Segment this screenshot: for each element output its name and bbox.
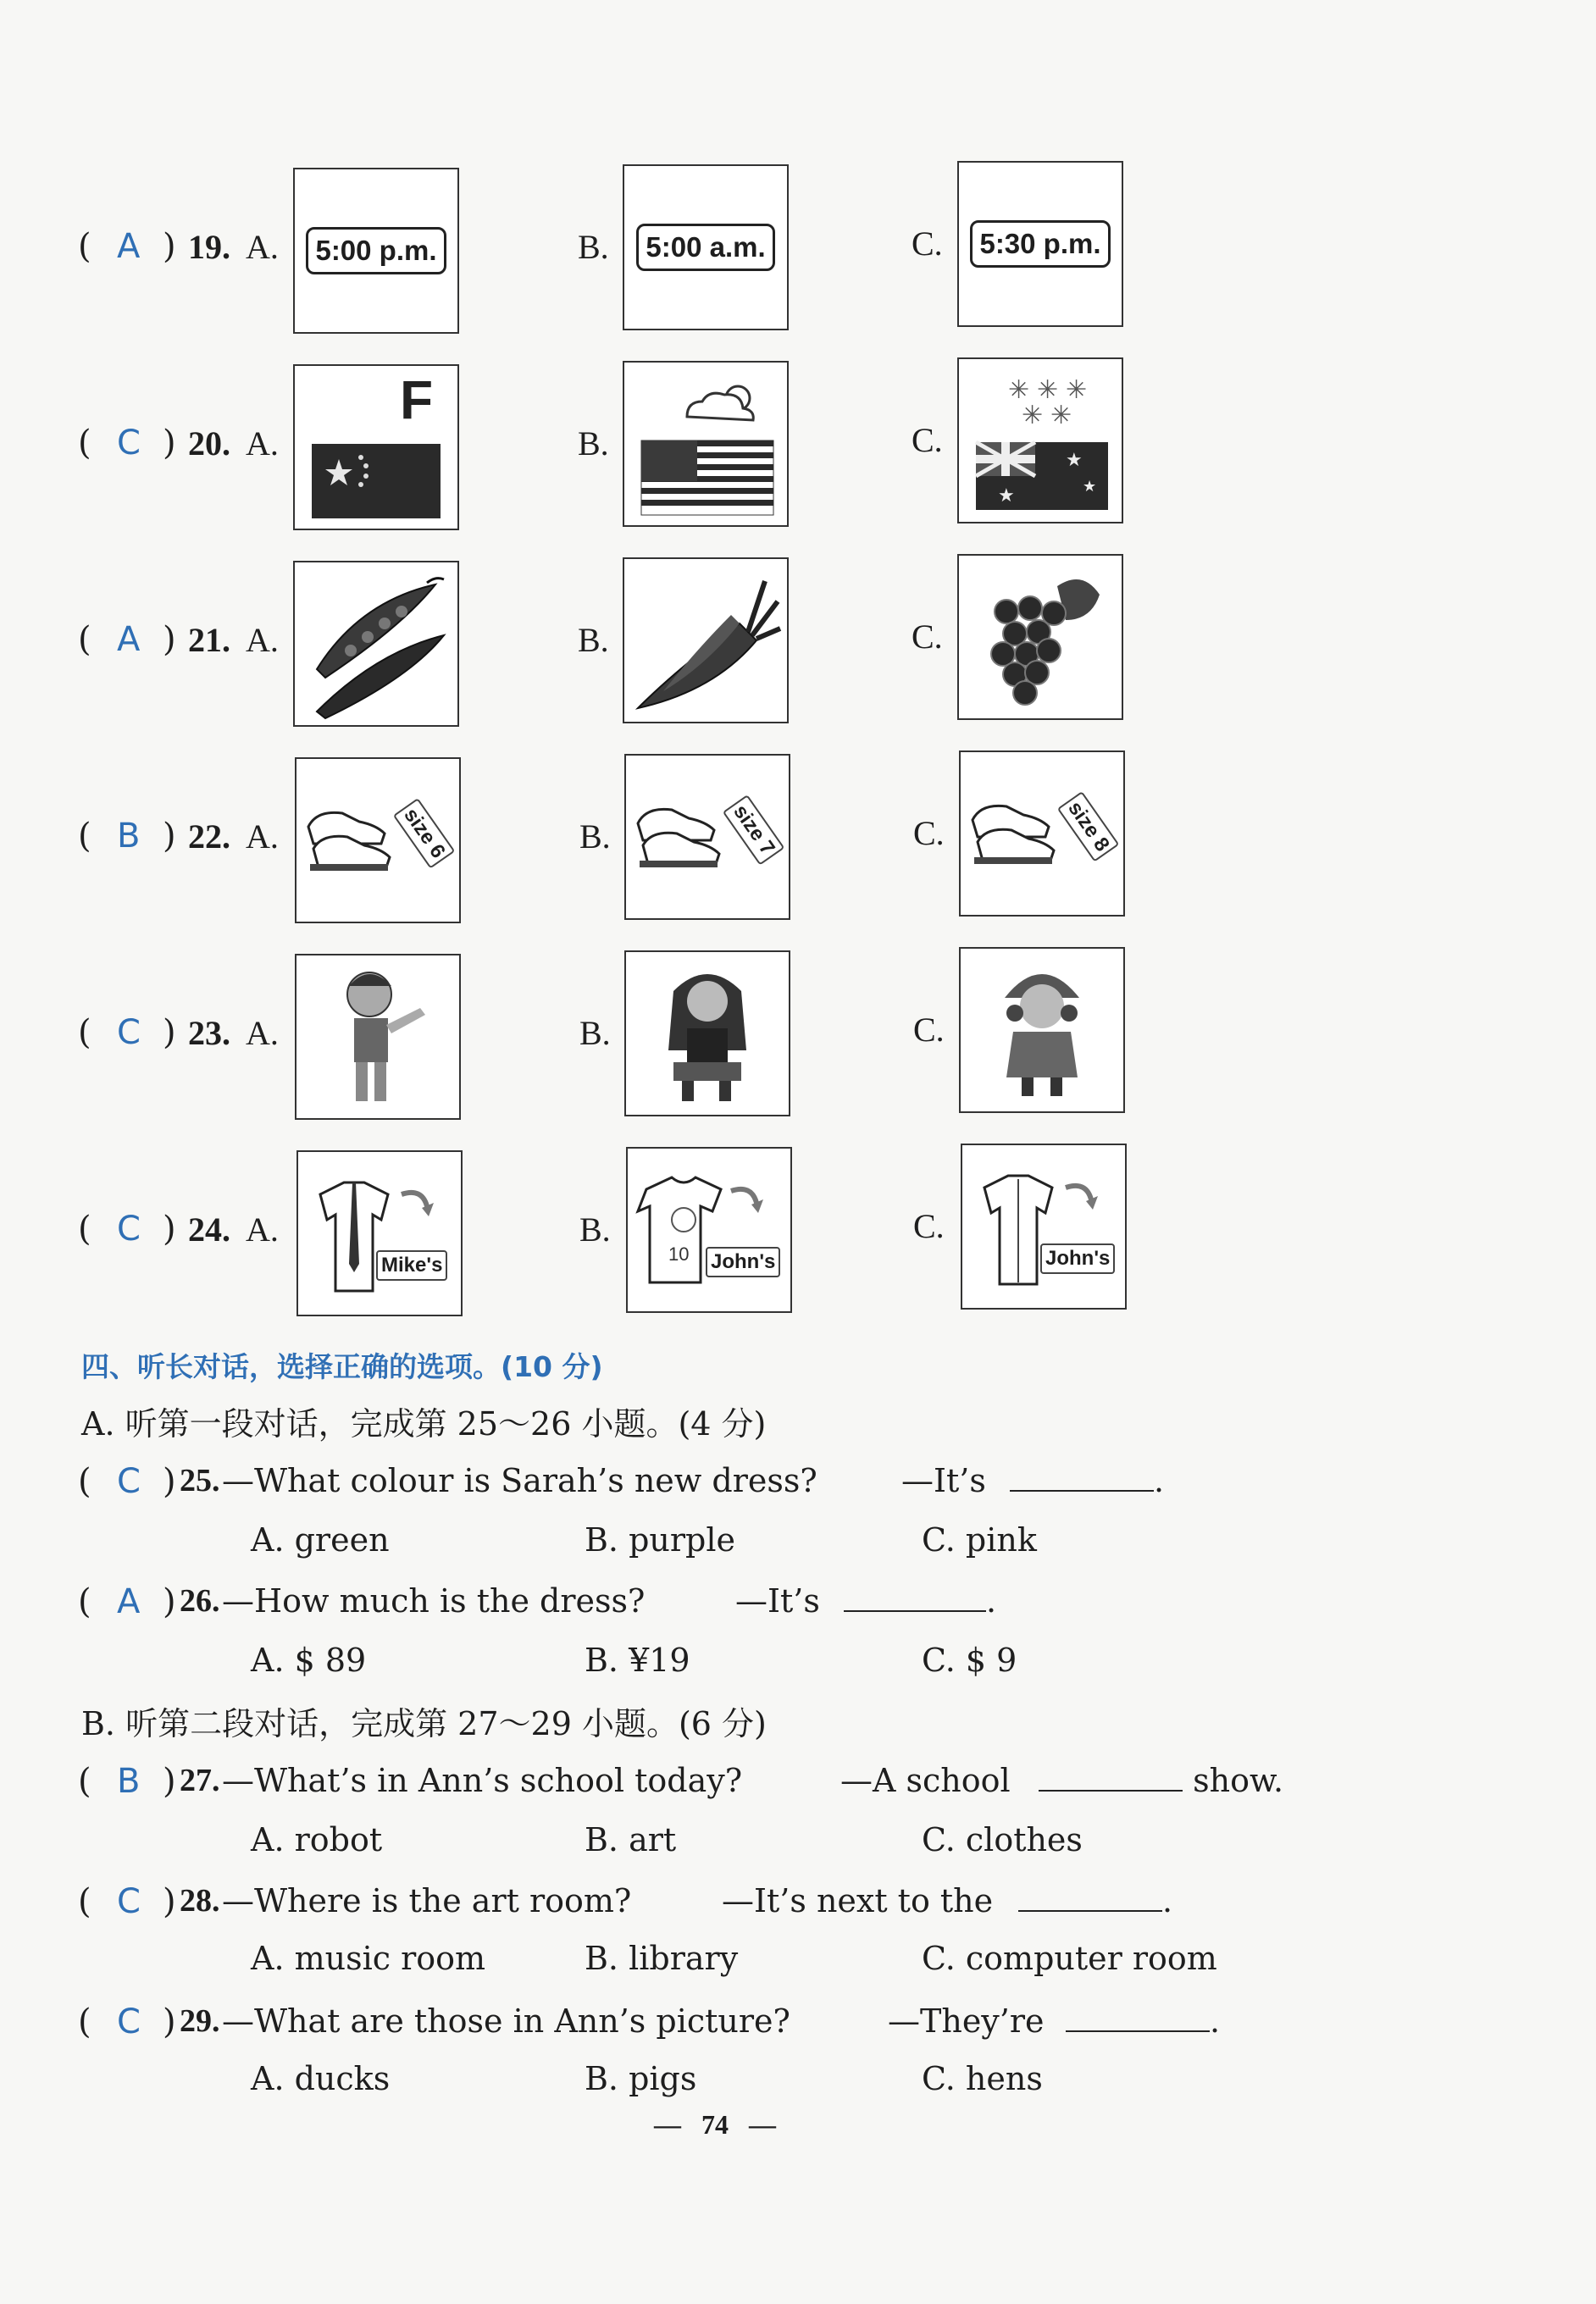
response-text: —A school <box>840 1762 1011 1799</box>
question-number: 21. <box>188 621 230 659</box>
boy-waving-icon[interactable] <box>295 954 461 1120</box>
question-25: ( C ) 25. —What colour is Sarah’s new dress? —It’s . <box>78 1462 1165 1501</box>
answer-blank[interactable] <box>1010 1465 1154 1492</box>
answer-mark: B <box>117 1762 141 1801</box>
option-a-image[interactable] <box>293 168 459 334</box>
owner-label: John's <box>706 1247 780 1277</box>
carrots-icon[interactable] <box>623 557 789 723</box>
option-c[interactable]: C. computer room <box>922 1940 1217 1977</box>
svg-text:✳: ✳ <box>1022 401 1044 430</box>
size-tag-label: size 7 <box>723 795 785 866</box>
shoes-tag-icon[interactable] <box>624 754 790 920</box>
option-label-a: A. <box>246 424 279 462</box>
answer-mark: C <box>117 424 141 462</box>
answer-blank[interactable] <box>1018 1885 1162 1912</box>
clock-time-label: 5:00 a.m. <box>636 224 774 271</box>
question-21-row: ( A ) 21. A. B. C. <box>0 561 1596 730</box>
option-label-b: B. <box>578 228 609 266</box>
svg-text:✳: ✳ <box>1066 375 1088 405</box>
owner-label: Mike's <box>376 1250 447 1281</box>
option-b[interactable]: B. purple <box>585 1521 736 1559</box>
svg-text:★: ★ <box>1083 478 1097 496</box>
question-number: 20. <box>188 424 230 462</box>
question-23-row: ( C ) 23. A. B. C. <box>0 954 1596 1123</box>
question-number: 26. <box>180 1583 220 1619</box>
answer-mark: C <box>117 1462 141 1501</box>
svg-text:✳: ✳ <box>1050 401 1072 430</box>
question-22-row: ( B ) 22. A. size 6 B. size 7 C. size 8 <box>0 757 1596 927</box>
option-label-b: B. <box>579 1014 611 1052</box>
shirt-icon[interactable] <box>296 1150 463 1316</box>
response-text: —It’s next to the <box>722 1882 994 1919</box>
options-27 <box>251 1821 1352 1864</box>
option-label-b: B. <box>579 817 611 856</box>
clock-time-label: 5:30 p.m. <box>970 220 1110 268</box>
fahrenheit-label: F <box>400 371 434 430</box>
option-b[interactable]: B. pigs <box>585 2060 697 2097</box>
option-b-image[interactable] <box>623 164 789 330</box>
option-label-c: C. <box>913 1207 945 1245</box>
option-a[interactable]: A. $ 89 <box>251 1642 367 1679</box>
question-text: —How much is the dress? <box>222 1582 646 1620</box>
shoes-tag-icon[interactable] <box>959 750 1125 917</box>
usa-flag-partly-cloudy-icon[interactable] <box>623 361 789 527</box>
response-text: —It’s <box>735 1582 820 1620</box>
svg-text:★: ★ <box>1066 450 1083 471</box>
options-28 <box>251 1940 1352 1982</box>
answer-mark: C <box>117 1013 141 1052</box>
option-c[interactable]: C. pink <box>922 1521 1037 1559</box>
question-number: 23. <box>188 1014 230 1052</box>
option-label-b: B. <box>578 621 609 659</box>
question-text: —What colour is Sarah’s new dress? <box>222 1462 817 1499</box>
girl-sitting-icon[interactable] <box>624 950 790 1116</box>
option-label-a: A. <box>246 1210 279 1249</box>
grapes-icon[interactable] <box>957 554 1123 720</box>
option-label-c: C. <box>912 224 943 263</box>
option-label-a: A. <box>246 817 279 856</box>
option-c[interactable]: C. clothes <box>922 1821 1083 1858</box>
answer-blank[interactable] <box>1039 1764 1183 1792</box>
option-label-b: B. <box>579 1210 611 1249</box>
part-a-instruction: A. 听第一段对话，完成第 25～26 小题。(4 分) <box>81 1405 767 1443</box>
question-number: 24. <box>188 1210 230 1249</box>
question-number: 29. <box>180 2003 220 2039</box>
part-b-instruction: B. 听第二段对话，完成第 27～29 小题。(6 分) <box>81 1705 767 1742</box>
svg-text:✳: ✳ <box>1008 375 1030 405</box>
question-29: ( C ) 29. —What are those in Ann’s picture? —They’re . <box>78 2002 1221 2041</box>
question-number: 27. <box>180 1763 220 1798</box>
svg-text:10: 10 <box>668 1243 690 1265</box>
answer-blank[interactable] <box>1066 2005 1210 2032</box>
question-text: —Where is the art room? <box>222 1882 632 1919</box>
question-27: ( B ) 27. —What’s in Ann’s school today? —A school show. <box>78 1762 1284 1801</box>
option-label-a: A. <box>246 621 279 659</box>
question-19-row: ( A ) 19. A. 5:00 p.m. B. 5:00 a.m. C. 5:30 p.m. <box>0 168 1596 337</box>
option-b[interactable]: B. ¥19 <box>585 1642 690 1679</box>
green-beans-icon[interactable] <box>293 561 459 727</box>
option-a[interactable]: A. green <box>251 1521 390 1559</box>
question-text: —What are those in Ann’s picture? <box>222 2002 790 2040</box>
option-c[interactable]: C. $ 9 <box>922 1642 1017 1679</box>
option-b[interactable]: B. art <box>585 1821 677 1858</box>
page-number: — 74 — <box>654 2109 776 2140</box>
size-tag-label: size 6 <box>393 798 456 869</box>
response-text: —They’re <box>888 2002 1045 2040</box>
question-number: 25. <box>180 1463 220 1498</box>
option-label-c: C. <box>913 1011 945 1049</box>
section-heading: 四、听长对话，选择正确的选项。(10 分) <box>81 1350 603 1383</box>
question-number: 19. <box>188 228 230 266</box>
question-number: 22. <box>188 817 230 856</box>
option-a[interactable]: A. robot <box>251 1821 383 1858</box>
answer-mark: C <box>117 2002 141 2041</box>
option-b[interactable]: B. library <box>585 1940 739 1977</box>
tshirt-icon[interactable] <box>626 1147 792 1313</box>
response-text: —It’s <box>901 1462 986 1499</box>
option-label-a: A. <box>246 228 279 266</box>
question-26: ( A ) 26. —How much is the dress? —It’s . <box>78 1582 997 1621</box>
option-label-b: B. <box>578 424 609 462</box>
option-label-c: C. <box>912 421 943 459</box>
owner-label: John's <box>1040 1243 1115 1274</box>
question-20-row: ( C ) 20. A. F B. C. ✳ ✳ ✳ ✳ ✳ ★ ★ ★ <box>0 364 1596 534</box>
option-a[interactable]: A. music room <box>251 1940 486 1977</box>
svg-text:✳: ✳ <box>1037 375 1059 405</box>
svg-text:★: ★ <box>998 485 1015 507</box>
option-c-image[interactable] <box>957 161 1123 327</box>
options-29 <box>251 2060 1352 2102</box>
clock-time-label: 5:00 p.m. <box>306 227 446 274</box>
option-a[interactable]: A. ducks <box>251 2060 391 2097</box>
answer-mark: C <box>117 1882 141 1921</box>
option-label-a: A. <box>246 1014 279 1052</box>
option-label-c: C. <box>912 618 943 656</box>
answer-mark: A <box>117 620 141 659</box>
question-number: 28. <box>180 1883 220 1919</box>
china-flag-temperature-icon[interactable] <box>293 364 459 530</box>
shoes-tag-icon[interactable] <box>295 757 461 923</box>
question-text: —What’s in Ann’s school today? <box>222 1762 743 1799</box>
question-24-row: ( C ) 24. A. Mike's B. 10 John's C. John's <box>0 1150 1596 1320</box>
option-label-c: C. <box>913 814 945 852</box>
answer-mark: A <box>117 1582 141 1621</box>
answer-mark: C <box>117 1210 141 1249</box>
australia-flag-snow-icon[interactable] <box>957 357 1123 523</box>
options-25 <box>251 1521 1352 1564</box>
answer-blank[interactable] <box>844 1585 986 1612</box>
shirt-icon[interactable] <box>961 1144 1127 1310</box>
question-28: ( C ) 28. —Where is the art room? —It’s next to the . <box>78 1882 1173 1921</box>
girl-winter-hat-icon[interactable] <box>959 947 1125 1113</box>
option-c[interactable]: C. hens <box>922 2060 1043 2097</box>
size-tag-label: size 8 <box>1057 791 1120 862</box>
answer-mark: B <box>117 817 141 856</box>
options-26 <box>251 1642 1352 1684</box>
answer-mark: A <box>117 227 141 266</box>
